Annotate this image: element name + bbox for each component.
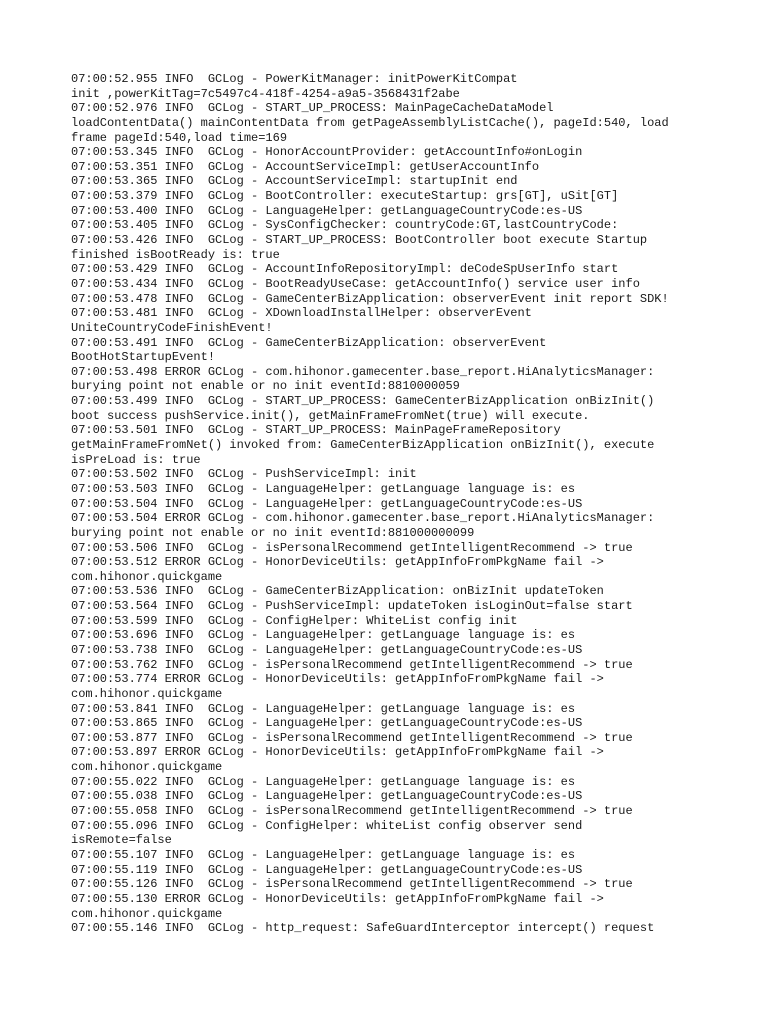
log-line: 07:00:53.512 ERROR GCLog - HonorDeviceUtils: getAppInfoFromPkgName fail -> [71, 555, 604, 570]
log-line: 07:00:55.022 INFO GCLog - LanguageHelper: getLanguage language is: es [71, 774, 576, 789]
log-line: finished isBootReady is: true [71, 247, 280, 262]
log-line: 07:00:53.434 INFO GCLog - BootReadyUseCase: getAccountInfo() service user info [71, 276, 640, 291]
log-output [71, 72, 711, 936]
log-line: 07:00:55.146 INFO GCLog - http_request: SafeGuardInterceptor intercept() request [71, 921, 655, 936]
log-line: 07:00:53.841 INFO GCLog - LanguageHelper: getLanguage language is: es [71, 701, 576, 716]
log-line: 07:00:53.429 INFO GCLog - AccountInfoRepositoryImpl: deCodeSpUserInfo start [71, 262, 619, 277]
log-line: com.hihonor.quickgame [71, 569, 223, 584]
log-line: isPreLoad is: true [71, 452, 201, 467]
log-line: 07:00:53.345 INFO GCLog - HonorAccountProvider: getAccountInfo#onLogin [71, 145, 583, 160]
log-line: 07:00:52.955 INFO GCLog - PowerKitManager: initPowerKitCompat [71, 72, 518, 86]
log-line: 07:00:55.038 INFO GCLog - LanguageHelper: getLanguageCountryCode:es-US [71, 789, 583, 804]
log-line: boot success pushService.init(), getMainFrameFromNet(true) will execute. [71, 408, 590, 423]
log-line: 07:00:53.897 ERROR GCLog - HonorDeviceUtils: getAppInfoFromPkgName fail -> [71, 745, 604, 760]
log-line: 07:00:53.481 INFO GCLog - XDownloadInstallHelper: observerEvent [71, 306, 532, 321]
log-line: 07:00:55.126 INFO GCLog - isPersonalRecommend getIntelligentRecommend -> true [71, 877, 633, 892]
log-line: 07:00:53.503 INFO GCLog - LanguageHelper: getLanguage language is: es [71, 481, 576, 496]
log-line: com.hihonor.quickgame [71, 760, 223, 775]
log-line: 07:00:53.877 INFO GCLog - isPersonalRecommend getIntelligentRecommend -> true [71, 730, 633, 745]
log-line: 07:00:53.498 ERROR GCLog - com.hihonor.gamecenter.base_report.HiAnalyticsManager: [71, 364, 655, 379]
log-line: isRemote=false [71, 833, 172, 848]
log-line: 07:00:53.478 INFO GCLog - GameCenterBizApplication: observerEvent init report SDK! [71, 291, 669, 306]
log-line: com.hihonor.quickgame [71, 906, 223, 921]
log-line: 07:00:52.976 INFO GCLog - START_UP_PROCESS: MainPageCacheDataModel [71, 101, 554, 116]
log-line: com.hihonor.quickgame [71, 686, 223, 701]
log-line: BootHotStartupEvent! [71, 350, 216, 365]
log-line: 07:00:53.696 INFO GCLog - LanguageHelper: getLanguage language is: es [71, 628, 576, 643]
log-line: 07:00:55.107 INFO GCLog - LanguageHelper: getLanguage language is: es [71, 847, 576, 862]
log-line: 07:00:53.599 INFO GCLog - ConfigHelper: WhiteList config init [71, 613, 518, 628]
log-line: 07:00:53.504 INFO GCLog - LanguageHelper: getLanguageCountryCode:es-US [71, 496, 583, 511]
log-line: 07:00:53.865 INFO GCLog - LanguageHelper: getLanguageCountryCode:es-US [71, 716, 583, 731]
log-line: UniteCountryCodeFinishEvent! [71, 320, 273, 335]
log-line: 07:00:53.504 ERROR GCLog - com.hihonor.gamecenter.base_report.HiAnalyticsManager: [71, 511, 655, 526]
log-line: 07:00:53.491 INFO GCLog - GameCenterBizApplication: observerEvent [71, 335, 547, 350]
log-line: 07:00:53.351 INFO GCLog - AccountServiceImpl: getUserAccountInfo [71, 159, 540, 174]
log-line: init ,powerKitTag=7c5497c4-418f-4254-a9a5-3568431f2abe [71, 86, 460, 101]
log-line: 07:00:53.426 INFO GCLog - START_UP_PROCESS: BootController boot execute Startup [71, 233, 648, 248]
log-line: 07:00:55.119 INFO GCLog - LanguageHelper: getLanguageCountryCode:es-US [71, 862, 583, 877]
log-line: 07:00:53.762 INFO GCLog - isPersonalRecommend getIntelligentRecommend -> true [71, 657, 633, 672]
log-line: 07:00:53.379 INFO GCLog - BootController: executeStartup: grs[GT], uSit[GT] [71, 189, 619, 204]
log-line: burying point not enable or no init eventId:8810000059 [71, 379, 460, 394]
log-line: 07:00:53.501 INFO GCLog - START_UP_PROCESS: MainPageFrameRepository [71, 423, 561, 438]
log-line: getMainFrameFromNet() invoked from: GameCenterBizApplication onBizInit(), execute [71, 438, 655, 453]
log-line: 07:00:53.502 INFO GCLog - PushServiceImpl: init [71, 467, 417, 482]
log-line: 07:00:53.365 INFO GCLog - AccountServiceImpl: startupInit end [71, 174, 518, 189]
log-line: 07:00:53.405 INFO GCLog - SysConfigChecker: countryCode:GT,lastCountryCode: [71, 218, 619, 233]
log-line: frame pageId:540,load time=169 [71, 130, 288, 145]
log-line: 07:00:53.536 INFO GCLog - GameCenterBizApplication: onBizInit updateToken [71, 584, 604, 599]
log-line: 07:00:55.096 INFO GCLog - ConfigHelper: whiteList config observer send [71, 818, 583, 833]
log-line: 07:00:53.738 INFO GCLog - LanguageHelper: getLanguageCountryCode:es-US [71, 642, 583, 657]
log-line: burying point not enable or no init eventId:881000000099 [71, 525, 475, 540]
log-line: 07:00:53.506 INFO GCLog - isPersonalRecommend getIntelligentRecommend -> true [71, 540, 633, 555]
log-line: 07:00:53.400 INFO GCLog - LanguageHelper: getLanguageCountryCode:es-US [71, 203, 583, 218]
log-line: 07:00:55.058 INFO GCLog - isPersonalRecommend getIntelligentRecommend -> true [71, 804, 633, 819]
log-line: 07:00:55.130 ERROR GCLog - HonorDeviceUtils: getAppInfoFromPkgName fail -> [71, 891, 604, 906]
log-line: loadContentData() mainContentData from getPageAssemblyListCache(), pageId:540, load [71, 115, 669, 130]
log-line: 07:00:53.774 ERROR GCLog - HonorDeviceUtils: getAppInfoFromPkgName fail -> [71, 672, 604, 687]
log-line: 07:00:53.499 INFO GCLog - START_UP_PROCESS: GameCenterBizApplication onBizInit() [71, 394, 655, 409]
log-line: 07:00:53.564 INFO GCLog - PushServiceImpl: updateToken isLoginOut=false start [71, 599, 633, 614]
